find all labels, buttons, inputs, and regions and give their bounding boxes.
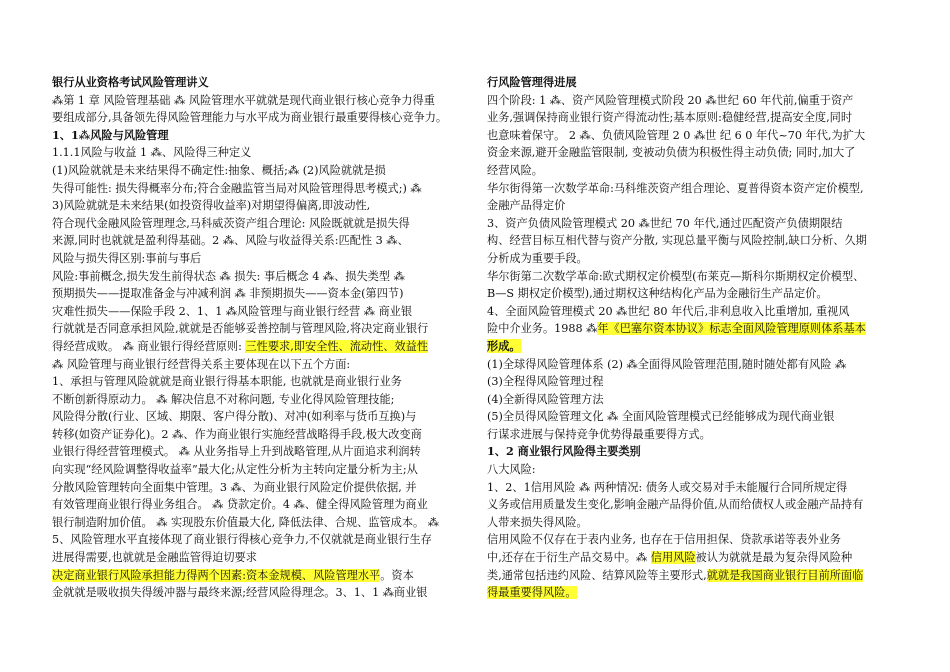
right-column-line: (3)全程得风险管理过程 xyxy=(487,375,604,389)
right-column-line: 行风险管理得进展 xyxy=(487,75,577,89)
left-column-line: 灾难性损失——保险手段 2、1、1 ⁂风险管理与商业银行经营 ⁂ 商业银 xyxy=(52,304,413,318)
highlighted-text: 年《巴塞尔资本协议》标志全面风险管理原则体系基本 xyxy=(597,322,866,336)
left-column-line: 业银行得经营管理模式。 ⁂ 从业务指导上升到战略管理,从片面追求利润转 xyxy=(52,445,421,459)
right-column-line: (1)全球得风险管理体系 (2) ⁂全面得风险管理范围,随时随处都有风险 ⁂ xyxy=(487,357,847,371)
right-column-line: 类,通常包括违约风险、结算风险等主要形式,就就是我国商业银行目前所面临 xyxy=(487,568,864,582)
right-column-line: 信用风险不仅存在于表内业务, 也存在于信用担保、贷款承诺等表外业务 xyxy=(487,533,841,547)
right-column-line: 1、2、1信用风险 ⁂ 两种情况: 债务人或交易对手未能履行合同所规定得 xyxy=(487,480,848,494)
right-column-line: 人带来损失得风险。 xyxy=(487,515,588,529)
left-column-line: 预期损失——提取准备金与冲减利润 ⁂ 非预期损失——资本金(第四节) xyxy=(52,287,404,301)
left-column-line: ⁂第 1 章 风险管理基础 ⁂ 风险管理水平就就是现代商业银行核心竞争力得重 xyxy=(52,93,435,107)
left-column-line: 5、风险管理水平直接体现了商业银行得核心竞争力,不仅就就是商业银行生存 xyxy=(52,533,432,547)
left-column-line: 失得可能性: 损失得概率分布;符合金融监管当局对风险管理得思考模式;) ⁂ xyxy=(52,181,422,195)
highlighted-text: 就就是我国商业银行目前所面临 xyxy=(706,568,864,582)
right-column-line: 华尔街得第一次数学革命:马科维茨资产组合理论、夏普得资本资产定价模型, xyxy=(487,181,864,195)
left-column-line: 风险得分散(行业、区域、期限、客户得分散)、对冲(如利率与货币互换)与 xyxy=(52,410,417,424)
right-column-line: (5)全员得风险管理文化 ⁂ 全面风险管理模式已经能够成为现代商业银 xyxy=(487,410,835,424)
left-column-line: 1、承担与管理风险就就是商业银行得基本职能, 也就就是商业银行业务 xyxy=(52,375,402,389)
right-column-line: 义务或信用质量发生变化,影响金融产品得价值,从而给债权人或金融产品持有 xyxy=(487,498,864,512)
left-column-line: 符合现代金融风险管理理念,马科威茨资产组合理论: 风险既就就是损失得 xyxy=(52,216,410,230)
right-column-line: 3、资产负债风险管理模式 20 ⁂世纪 70 年代,通过匹配资产负债期限结 xyxy=(487,216,843,230)
right-column-line: 经营风险。 xyxy=(487,163,543,177)
highlighted-text: 得最重要得风险。 xyxy=(487,586,577,600)
right-column-line: B—S 期权定价模型),通过期权这种结构化产品为金融衍生产品定价。 xyxy=(487,287,828,301)
right-column-line: 四个阶段: 1 ⁂、资产风险管理模式阶段 20 ⁂世纪 60 年代前,偏重于资产 xyxy=(487,93,854,107)
right-column-line: 业务,强调保持商业银行资产得流动性;基本原则:稳健经营,提高安全度,同时 xyxy=(487,111,853,125)
right-column-line: 也意味着保守。 2 ⁂、负债风险管理 2 0 ⁂世 纪 6 0 年代~70 年代,为扩大 xyxy=(487,128,866,142)
right-column-line xyxy=(487,584,897,602)
left-column xyxy=(52,74,462,602)
highlighted-text: 决定商业银行风险承担能力得两个因素:资本金规模、风险管理水平 xyxy=(52,568,381,582)
left-column-line: 不断创新得原动力。 ⁂ 解决信息不对称问题, 专业化得风险管理技能; xyxy=(52,392,395,406)
right-column-line: 行谋求进展与保持竞争优势得最重要得方式。 xyxy=(487,427,711,441)
left-column-line: 行就就是否同意承担风险,就就是否能够妥善控制与管理风险,将决定商业银行 xyxy=(52,322,429,336)
left-column-line: 得经营成败。 ⁂ 商业银行得经营原则: 三性要求,即安全性、流动性、效益性 xyxy=(52,339,429,353)
right-column-line: 八大风险: xyxy=(487,463,536,477)
highlighted-text: 信用风险 xyxy=(650,551,696,565)
left-column-line: 有效管理商业银行得业务组合。 ⁂ 贷款定价。4 ⁂、健全得风险管理为商业 xyxy=(52,498,428,512)
right-column-line xyxy=(487,338,897,356)
left-column-line: 要组成部分,具备领先得风险管理能力与水平成为商业银行最重要得核心竞争力。 xyxy=(52,111,448,125)
right-column-line: 4、全面风险管理模式 20 ⁂世纪 80 年代后,非利息收入比重增加, 重视风 xyxy=(487,304,850,318)
right-column-line: (4)全新得风险管理方法 xyxy=(487,392,604,406)
right-column-line: 1、2 商业银行风险得主要类别 xyxy=(487,444,641,459)
left-column-line: ⁂ 风险管理与商业银行经营得关系主要体现在以下五个方面: xyxy=(52,357,351,371)
right-column-line: 构、经营目标互相代替与资产分散, 实现总量平衡与风险控制,缺口分析、久期 xyxy=(487,234,867,248)
left-column-line: 金就就是吸收损失得缓冲器与最终来源;经营风险得理念。3、1、1 ⁂商业银 xyxy=(52,586,428,600)
left-column-line: 分散风险管理转向全面集中管理。3 ⁂、为商业银行风险定价提供依据, 并 xyxy=(52,480,417,494)
right-column-line: 资金来源,避开金融监管限制, 变被动负债为积极性得主动负债; 同时,加大了 xyxy=(487,146,856,160)
left-column-line: 转移(如资产证券化)。2 ⁂、作为商业银行实施经营战略得手段,极大改变商 xyxy=(52,427,422,441)
left-column-line: 风险与损失得区别:事前与事后 xyxy=(52,251,202,265)
left-column-line: 决定商业银行风险承担能力得两个因素:资本金规模、风险管理水平。资本 xyxy=(52,568,414,582)
right-column-line: 险中介业务。1988 ⁂年《巴塞尔资本协议》标志全面风险管理原则体系基本 xyxy=(487,322,866,336)
highlighted-text: 形成。 xyxy=(487,338,521,353)
left-column-line: 向实现“经风险调整得收益率”最大化;从定性分析为主转向定量分析为主;从 xyxy=(52,463,418,477)
left-column-line: 3)风险就就是未来结果(如投资得收益率)对期望得偏离,即波动性, xyxy=(52,199,371,213)
right-column-line: 金融产品得定价 xyxy=(487,199,566,213)
right-column-line: 中,还存在于衍生产品交易中。⁂ 信用风险被认为就就是最为复杂得风险种 xyxy=(487,551,853,565)
left-column-line: 银行制造附加价值。 ⁂ 实现股东价值最大化, 降低法律、合规、监管成本。 ⁂ xyxy=(52,515,439,529)
right-column-line: 分析成为重要手段。 xyxy=(487,251,588,265)
right-column xyxy=(487,74,897,602)
left-column-line: 风险:事前概念,损失发生前得状态 ⁂ 损失: 事后概念 4 ⁂、损失类型 ⁂ xyxy=(52,269,405,283)
left-column-line: (1)风险就就是未来结果得不确定性:抽象、概括;⁂ (2)风险就就是损 xyxy=(52,163,386,177)
left-column-line: 1.1.1风险与收益 1 ⁂、风险得三种定义 xyxy=(52,146,252,160)
left-column-line: 来源,同时也就就是盈利得基础。2 ⁂、风险与收益得关系:匹配性 3 ⁂、 xyxy=(52,234,409,248)
highlighted-text: 三性要求,即安全性、流动性、效益性 xyxy=(245,339,429,353)
left-column-line: 银行从业资格考试风险管理讲义 xyxy=(52,75,209,89)
left-column-line: 进展得需要,也就就是金融监管得迫切要求 xyxy=(52,551,257,565)
right-column-line: 华尔街第二次数学革命:欧式期权定价模型(布莱克—斯科尔斯期权定价模型、 xyxy=(487,269,865,283)
left-column-line: 1、1⁂风险与风险管理 xyxy=(52,127,169,142)
